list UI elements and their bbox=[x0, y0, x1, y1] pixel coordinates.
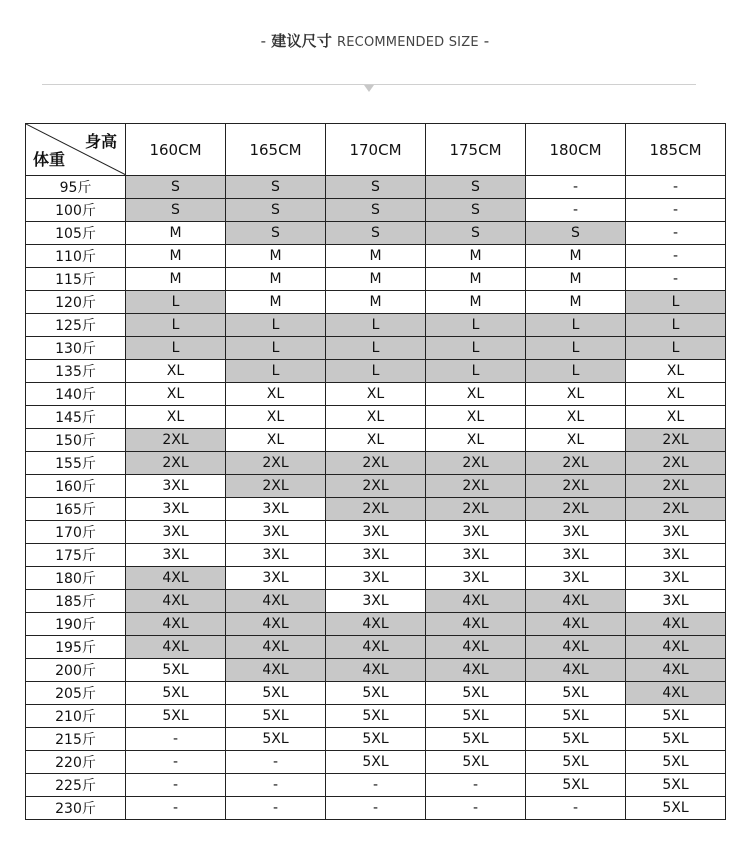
caret-down-icon bbox=[364, 85, 374, 92]
table-row bbox=[26, 406, 726, 429]
size-cell: 4XL bbox=[626, 613, 726, 636]
size-cell: M bbox=[426, 291, 526, 314]
size-cell: 5XL bbox=[326, 728, 426, 751]
size-cell: L bbox=[226, 337, 326, 360]
weight-cell: 150斤 bbox=[26, 429, 126, 452]
weight-cell: 195斤 bbox=[26, 636, 126, 659]
size-cell: S bbox=[226, 176, 326, 199]
size-cell: XL bbox=[126, 406, 226, 429]
size-cell: - bbox=[526, 797, 626, 820]
size-cell: L bbox=[426, 314, 526, 337]
size-cell: - bbox=[226, 774, 326, 797]
weight-cell: 140斤 bbox=[26, 383, 126, 406]
size-cell: 3XL bbox=[626, 544, 726, 567]
size-cell: 2XL bbox=[426, 475, 526, 498]
table-row bbox=[26, 176, 726, 199]
size-cell: XL bbox=[326, 429, 426, 452]
height-label: 身高 bbox=[84, 132, 117, 151]
page-title bbox=[0, 30, 750, 51]
table-row bbox=[26, 429, 726, 452]
size-cell: - bbox=[226, 797, 326, 820]
height-header: 175CM bbox=[426, 124, 526, 176]
size-cell: L bbox=[326, 360, 426, 383]
size-cell: L bbox=[626, 337, 726, 360]
size-cell: 4XL bbox=[126, 613, 226, 636]
size-cell: L bbox=[626, 291, 726, 314]
size-cell: XL bbox=[426, 429, 526, 452]
size-cell: 5XL bbox=[426, 705, 526, 728]
size-cell: - bbox=[626, 245, 726, 268]
size-cell: 5XL bbox=[126, 705, 226, 728]
size-cell: 5XL bbox=[626, 728, 726, 751]
size-cell: XL bbox=[226, 383, 326, 406]
size-cell: 2XL bbox=[326, 452, 426, 475]
size-cell: 3XL bbox=[626, 567, 726, 590]
weight-cell: 120斤 bbox=[26, 291, 126, 314]
table-row bbox=[26, 659, 726, 682]
size-cell: 3XL bbox=[526, 567, 626, 590]
size-cell: - bbox=[626, 199, 726, 222]
size-cell: L bbox=[526, 314, 626, 337]
size-cell: 3XL bbox=[526, 544, 626, 567]
size-cell: - bbox=[626, 222, 726, 245]
size-cell: 5XL bbox=[226, 728, 326, 751]
size-cell: L bbox=[226, 360, 326, 383]
size-cell: - bbox=[526, 176, 626, 199]
size-cell: 3XL bbox=[426, 567, 526, 590]
size-cell: 5XL bbox=[226, 705, 326, 728]
size-cell: 3XL bbox=[126, 544, 226, 567]
size-cell: 5XL bbox=[526, 728, 626, 751]
size-cell: L bbox=[526, 337, 626, 360]
table-row bbox=[26, 797, 726, 820]
weight-cell: 135斤 bbox=[26, 360, 126, 383]
weight-cell: 145斤 bbox=[26, 406, 126, 429]
weight-cell: 190斤 bbox=[26, 613, 126, 636]
table-row bbox=[26, 613, 726, 636]
weight-cell: 170斤 bbox=[26, 521, 126, 544]
size-cell: S bbox=[326, 222, 426, 245]
height-header: 180CM bbox=[526, 124, 626, 176]
size-cell: 2XL bbox=[626, 429, 726, 452]
size-cell: - bbox=[326, 797, 426, 820]
size-cell: M bbox=[126, 245, 226, 268]
size-cell: 5XL bbox=[526, 682, 626, 705]
size-cell: M bbox=[426, 268, 526, 291]
size-cell: 5XL bbox=[626, 797, 726, 820]
size-cell: M bbox=[526, 291, 626, 314]
size-cell: 4XL bbox=[526, 613, 626, 636]
size-cell: 2XL bbox=[426, 452, 526, 475]
table-row bbox=[26, 567, 726, 590]
size-cell: - bbox=[626, 176, 726, 199]
size-cell: L bbox=[626, 314, 726, 337]
size-cell: XL bbox=[426, 406, 526, 429]
size-cell: 5XL bbox=[526, 751, 626, 774]
weight-cell: 200斤 bbox=[26, 659, 126, 682]
weight-cell: 210斤 bbox=[26, 705, 126, 728]
title-dash-right: - bbox=[483, 32, 490, 50]
size-cell: 5XL bbox=[326, 705, 426, 728]
size-cell: 5XL bbox=[226, 682, 326, 705]
table-row bbox=[26, 383, 726, 406]
size-cell: 3XL bbox=[226, 544, 326, 567]
size-cell: XL bbox=[526, 406, 626, 429]
table-row bbox=[26, 498, 726, 521]
size-cell: 3XL bbox=[126, 498, 226, 521]
size-cell: 4XL bbox=[526, 590, 626, 613]
size-cell: - bbox=[426, 774, 526, 797]
size-cell: L bbox=[326, 337, 426, 360]
size-cell: 5XL bbox=[526, 705, 626, 728]
size-cell: 2XL bbox=[526, 475, 626, 498]
table-row bbox=[26, 728, 726, 751]
size-cell: 2XL bbox=[626, 498, 726, 521]
size-cell: 4XL bbox=[426, 659, 526, 682]
size-cell: XL bbox=[326, 406, 426, 429]
weight-cell: 95斤 bbox=[26, 176, 126, 199]
size-cell: L bbox=[326, 314, 426, 337]
size-table bbox=[25, 123, 726, 820]
size-cell: 4XL bbox=[126, 590, 226, 613]
weight-cell: 155斤 bbox=[26, 452, 126, 475]
size-cell: 3XL bbox=[626, 590, 726, 613]
size-cell: S bbox=[126, 199, 226, 222]
weight-cell: 180斤 bbox=[26, 567, 126, 590]
weight-cell: 215斤 bbox=[26, 728, 126, 751]
table-corner-cell bbox=[26, 124, 126, 176]
size-cell: XL bbox=[226, 406, 326, 429]
weight-cell: 185斤 bbox=[26, 590, 126, 613]
size-cell: 2XL bbox=[626, 475, 726, 498]
size-cell: S bbox=[126, 176, 226, 199]
weight-cell: 175斤 bbox=[26, 544, 126, 567]
size-cell: L bbox=[526, 360, 626, 383]
size-cell: 4XL bbox=[326, 659, 426, 682]
size-cell: S bbox=[526, 222, 626, 245]
size-cell: XL bbox=[526, 429, 626, 452]
size-cell: 3XL bbox=[126, 475, 226, 498]
size-cell: XL bbox=[526, 383, 626, 406]
size-cell: 5XL bbox=[426, 682, 526, 705]
size-cell: L bbox=[126, 337, 226, 360]
size-cell: - bbox=[526, 199, 626, 222]
size-cell: 3XL bbox=[626, 521, 726, 544]
size-cell: M bbox=[126, 222, 226, 245]
size-cell: - bbox=[326, 774, 426, 797]
size-cell: 3XL bbox=[226, 498, 326, 521]
size-cell: 2XL bbox=[326, 498, 426, 521]
table-row bbox=[26, 452, 726, 475]
weight-cell: 160斤 bbox=[26, 475, 126, 498]
table-row bbox=[26, 682, 726, 705]
size-cell: 3XL bbox=[226, 521, 326, 544]
size-cell: L bbox=[126, 314, 226, 337]
weight-cell: 225斤 bbox=[26, 774, 126, 797]
size-cell: 5XL bbox=[426, 728, 526, 751]
size-cell: 3XL bbox=[326, 544, 426, 567]
size-cell: - bbox=[626, 268, 726, 291]
table-row bbox=[26, 636, 726, 659]
weight-cell: 115斤 bbox=[26, 268, 126, 291]
table-row bbox=[26, 199, 726, 222]
size-cell: 3XL bbox=[226, 567, 326, 590]
table-row bbox=[26, 360, 726, 383]
size-cell: L bbox=[126, 291, 226, 314]
size-cell: 4XL bbox=[226, 636, 326, 659]
size-cell: 5XL bbox=[626, 774, 726, 797]
size-cell: M bbox=[526, 268, 626, 291]
size-cell: 4XL bbox=[226, 659, 326, 682]
size-cell: XL bbox=[426, 383, 526, 406]
table-row bbox=[26, 291, 726, 314]
size-cell: 4XL bbox=[626, 636, 726, 659]
weight-label: 体重 bbox=[33, 150, 66, 169]
size-cell: 4XL bbox=[426, 613, 526, 636]
size-cell: - bbox=[126, 774, 226, 797]
size-cell: 4XL bbox=[626, 659, 726, 682]
height-header: 165CM bbox=[226, 124, 326, 176]
table-row bbox=[26, 337, 726, 360]
title-chinese: 建议尺寸 bbox=[271, 32, 333, 50]
size-cell: L bbox=[426, 360, 526, 383]
height-header: 185CM bbox=[626, 124, 726, 176]
height-header: 160CM bbox=[126, 124, 226, 176]
size-cell: 3XL bbox=[326, 521, 426, 544]
size-cell: 2XL bbox=[226, 475, 326, 498]
size-cell: 5XL bbox=[126, 682, 226, 705]
size-cell: L bbox=[226, 314, 326, 337]
size-cell: 4XL bbox=[526, 659, 626, 682]
size-cell: XL bbox=[626, 383, 726, 406]
size-cell: S bbox=[226, 222, 326, 245]
weight-cell: 220斤 bbox=[26, 751, 126, 774]
table-row bbox=[26, 751, 726, 774]
size-cell: 4XL bbox=[226, 613, 326, 636]
weight-cell: 125斤 bbox=[26, 314, 126, 337]
size-cell: XL bbox=[126, 360, 226, 383]
table-row bbox=[26, 705, 726, 728]
table-row bbox=[26, 774, 726, 797]
size-cell: M bbox=[326, 268, 426, 291]
table-row bbox=[26, 475, 726, 498]
size-cell: M bbox=[526, 245, 626, 268]
size-cell: 4XL bbox=[626, 682, 726, 705]
size-cell: 5XL bbox=[626, 705, 726, 728]
size-cell: 2XL bbox=[426, 498, 526, 521]
size-cell: 5XL bbox=[426, 751, 526, 774]
size-cell: 5XL bbox=[326, 751, 426, 774]
size-cell: M bbox=[326, 245, 426, 268]
size-cell: S bbox=[426, 176, 526, 199]
size-cell: S bbox=[426, 199, 526, 222]
size-cell: S bbox=[426, 222, 526, 245]
size-cell: - bbox=[126, 728, 226, 751]
size-cell: S bbox=[326, 176, 426, 199]
size-cell: - bbox=[426, 797, 526, 820]
size-cell: 3XL bbox=[126, 521, 226, 544]
size-cell: M bbox=[226, 291, 326, 314]
size-cell: - bbox=[126, 751, 226, 774]
size-cell: 2XL bbox=[226, 452, 326, 475]
table-row bbox=[26, 245, 726, 268]
size-cell: XL bbox=[626, 406, 726, 429]
size-cell: 5XL bbox=[626, 751, 726, 774]
table-row bbox=[26, 222, 726, 245]
size-cell: M bbox=[126, 268, 226, 291]
size-cell: 3XL bbox=[426, 521, 526, 544]
size-cell: 4XL bbox=[426, 636, 526, 659]
size-cell: 2XL bbox=[526, 498, 626, 521]
weight-cell: 100斤 bbox=[26, 199, 126, 222]
size-cell: XL bbox=[326, 383, 426, 406]
weight-cell: 165斤 bbox=[26, 498, 126, 521]
table-row bbox=[26, 544, 726, 567]
size-cell: 5XL bbox=[326, 682, 426, 705]
size-cell: S bbox=[226, 199, 326, 222]
size-cell: 5XL bbox=[526, 774, 626, 797]
size-cell: M bbox=[226, 245, 326, 268]
size-cell: 2XL bbox=[126, 452, 226, 475]
title-english: RECOMMENDED SIZE bbox=[337, 35, 479, 50]
size-cell: 2XL bbox=[126, 429, 226, 452]
size-cell: - bbox=[126, 797, 226, 820]
size-cell: 4XL bbox=[226, 590, 326, 613]
size-cell: 4XL bbox=[126, 636, 226, 659]
weight-cell: 205斤 bbox=[26, 682, 126, 705]
table-row bbox=[26, 268, 726, 291]
weight-cell: 230斤 bbox=[26, 797, 126, 820]
size-cell: 4XL bbox=[126, 567, 226, 590]
size-cell: XL bbox=[126, 383, 226, 406]
size-cell: L bbox=[426, 337, 526, 360]
size-cell: 3XL bbox=[526, 521, 626, 544]
size-cell: 4XL bbox=[326, 636, 426, 659]
table-row bbox=[26, 521, 726, 544]
size-cell: 2XL bbox=[626, 452, 726, 475]
height-header: 170CM bbox=[326, 124, 426, 176]
size-cell: 3XL bbox=[426, 544, 526, 567]
table-row bbox=[26, 590, 726, 613]
size-cell: 4XL bbox=[526, 636, 626, 659]
size-cell: - bbox=[226, 751, 326, 774]
size-cell: M bbox=[426, 245, 526, 268]
size-cell: 3XL bbox=[326, 590, 426, 613]
size-cell: M bbox=[326, 291, 426, 314]
weight-cell: 110斤 bbox=[26, 245, 126, 268]
weight-cell: 105斤 bbox=[26, 222, 126, 245]
size-cell: XL bbox=[626, 360, 726, 383]
size-cell: 3XL bbox=[326, 567, 426, 590]
weight-cell: 130斤 bbox=[26, 337, 126, 360]
size-cell: 4XL bbox=[426, 590, 526, 613]
table-header-row bbox=[26, 124, 726, 176]
size-cell: XL bbox=[226, 429, 326, 452]
size-cell: S bbox=[326, 199, 426, 222]
size-cell: 2XL bbox=[326, 475, 426, 498]
title-dash-left: - bbox=[260, 32, 267, 50]
size-cell: 2XL bbox=[526, 452, 626, 475]
table-row bbox=[26, 314, 726, 337]
size-cell: 4XL bbox=[326, 613, 426, 636]
size-cell: 5XL bbox=[126, 659, 226, 682]
size-cell: M bbox=[226, 268, 326, 291]
